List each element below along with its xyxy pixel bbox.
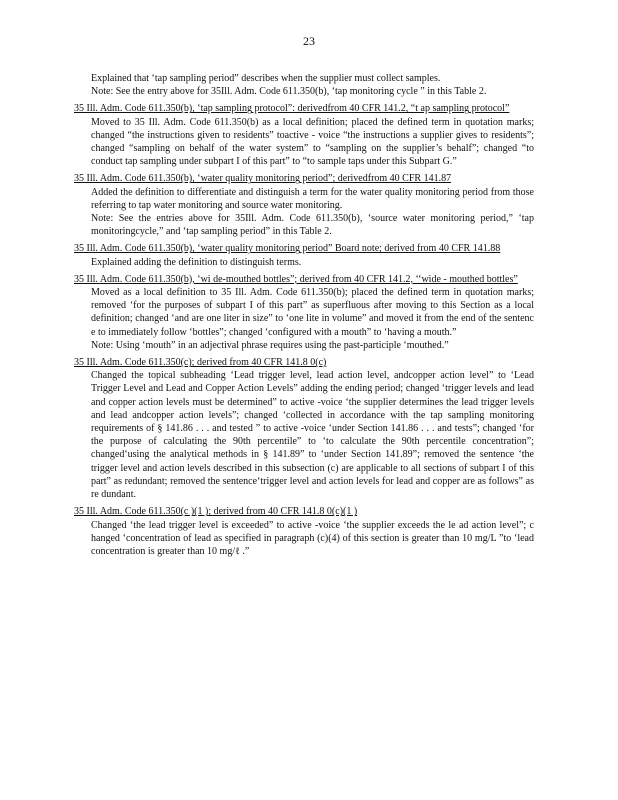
entry-note: Note: See the entries above for 35Ill. Adm. Code 611.350(b), ‘source water monitoring period,” ‘tap monitoringcycle,” and ‘tap sampling period” in this Table 2. [91, 213, 534, 238]
entry-body: Explained that ‘tap sampling period” describes when the supplier must collect samples. [91, 73, 441, 84]
entry-body: Moved as a local definition to 35 Ill. Adm. Code 611.350(b); placed the defined term in quotation marks; removed ‘for the purposes of subpart I of this part” as superfluous after moving to this Section as a local definition; changed ‘and are one liter in size” to ‘one lite in volume” and moved it from the end of the sentenc e to immediately follow ‘bottles”; changed ‘configured with a mouth” to ‘having a mouth.” [91, 287, 534, 338]
entry-body: Changed the topical subheading ‘Lead trigger level, lead action level, andcopper action level” to ‘Lead Trigger Level and Lead and Copper Action Levels” adding the ending period; changed ‘trigger levels and lead and copper action levels must be determined” to active -voice ‘the supplier determines the lead trigger levels and lead andcopper action levels”; changed ‘collected in accordance with the tap sampling monitoring requirements of § 141.86 . . . and tested ” to active -voice ‘under Section 141.86 . . . and tests”; changed ‘for the purpose of calculating the 90th percentile” to ‘to calculate the 90th percentile concentration”; changed‘using the analytical methods in § 141.89” to ‘under Section 141.89”; removed the sentence ‘the trigger level and action levels described in this subsection (c) are applicable to all sections of subpart I of this part” as redundant; removed the sentence‘trigger level and action levels for lead and copper are as follows” as re dundant. [91, 370, 534, 501]
entry-body: Changed ‘the lead trigger level is exceeded” to active -voice ‘the supplier exceeds the le ad action level”; c hanged ‘concentration of lead as specified in paragraph (c)(4) of this section is greater than 10 mg/L ”to ‘lead concentration is greater than 10 mg/ℓ .” [91, 519, 534, 557]
entry-water-quality-monitoring-period [74, 172, 534, 238]
entry-note: Note: See the entry above for 35Ill. Adm. Code 611.350(b), ‘tap monitoring cycle ” in this Table 2. [91, 86, 487, 98]
intro-block [74, 72, 534, 98]
entry-body: Moved to 35 Ill. Adm. Code 611.350(b) as a local definition; placed the defined term in quotation marks; changed “the instructions given to residents” toactive - voice “the instructions a supplier gives to residents”; changed “sampling on behalf of the water system” to “sampling on the supplier’s behalf”; changed “to conduct tap sampling under subpart I of this part” to “to sample taps under this Subpart G.” [91, 116, 534, 168]
entry-tap-sampling-protocol [74, 102, 534, 168]
entry-heading: 35 Ill. Adm. Code 611.350(b), ‘wi de-mouthed bottles”; derived from 40 CFR 141.2, ‘‘wide - mouthed bottles” [74, 273, 518, 285]
entry-body: Added the definition to differentiate and distinguish a term for the water quality monitoring period from those referring to tap water monitoring and source water monitoring. [91, 186, 534, 211]
entry-heading: 35 Ill. Adm. Code 611.350(c); derived from 40 CFR 141.8 0(c) [74, 357, 327, 369]
entry-note: Note: Using ‘mouth” in an adjectival phrase requires using the past-participle ‘mouthed.” [91, 339, 449, 351]
entry-heading: 35 Ill. Adm. Code 611.350(b), ‘tap sampling protocol”: derivedfrom 40 CFR 141.2, “t ap sampling protocol” [74, 103, 510, 115]
entry-wide-mouthed-bottles [74, 273, 534, 352]
entry-heading: 35 Ill. Adm. Code 611.350(c )(1 ); derived from 40 CFR 141.8 0(c)(1 ) [74, 506, 358, 518]
document-body [74, 72, 534, 562]
entry-heading: 35 Ill. Adm. Code 611.350(b), ‘water quality monitoring period”; derivedfrom 40 CFR 141.87 [74, 173, 452, 185]
entry-body: Explained adding the definition to distinguish terms. [91, 256, 302, 268]
entry-heading: 35 Ill. Adm. Code 611.350(b), ‘water quality monitoring period” Board note; derived from 40 CFR 141.88 [74, 243, 501, 255]
entry-611-350-c-1 [74, 505, 534, 558]
entry-water-quality-board-note [74, 242, 534, 268]
page-number: 23 [303, 34, 315, 48]
entry-611-350-c [74, 356, 534, 501]
